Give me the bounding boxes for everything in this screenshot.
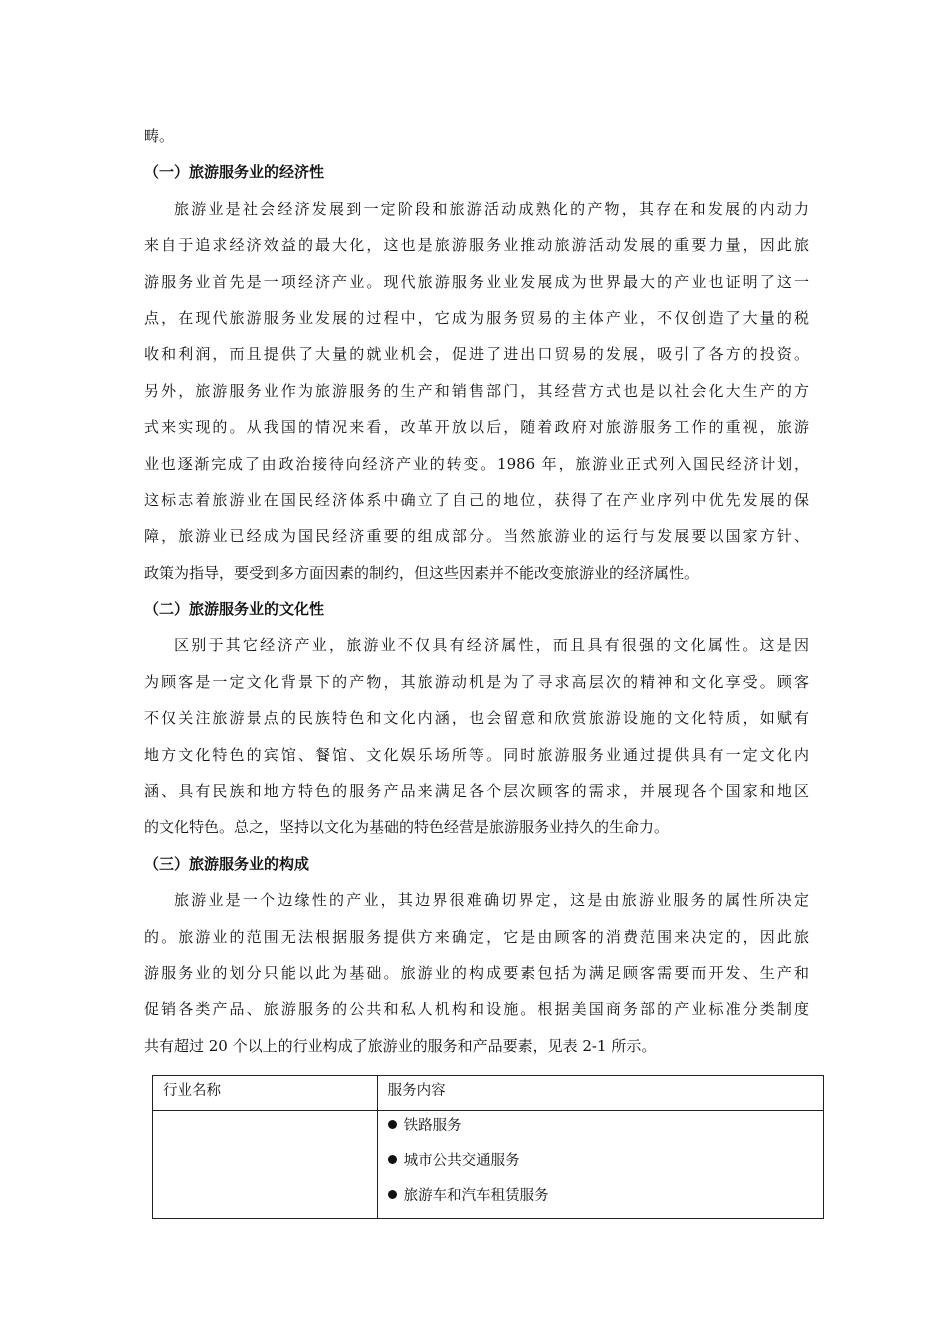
paragraph-line: 游服务业首先是一项经济产业。现代旅游服务业业发展成为世界最大的产业也证明了这一 bbox=[144, 272, 809, 291]
paragraph-line: 的。旅游业的范围无法根据服务提供方来确定，它是由顾客的消费范围来决定的，因此旅 bbox=[144, 927, 809, 946]
list-item-label: 铁路服务 bbox=[403, 1118, 462, 1134]
section-heading-economic: （一）旅游服务业的经济性 bbox=[144, 163, 325, 182]
paragraph-line: 涵、具有民族和地方特色的服务产品来满足各个层次顾客的需求，并展现各个国家和地区 bbox=[144, 782, 809, 801]
paragraph-line: 式来实现的。从我国的情况来看，改革开放以后，随着政府对旅游服务工作的重视，旅游 bbox=[144, 418, 809, 437]
list-item bbox=[388, 1181, 823, 1216]
paragraph-cultural bbox=[144, 627, 809, 845]
industry-table bbox=[152, 1075, 824, 1219]
paragraph-line: 为顾客是一定文化背景下的产物，其旅游动机是为了寻求高层次的精神和文化享受。顾客 bbox=[144, 672, 809, 691]
table-cell-industry bbox=[153, 1111, 378, 1219]
paragraph-line: 业也逐渐完成了由政治接待向经济产业的转变。1986 年，旅游业正式列入国民经济计划， bbox=[144, 454, 809, 473]
table-header-industry: 行业名称 bbox=[153, 1076, 378, 1111]
paragraph-line: 收和利润，而且提供了大量的就业机会，促进了进出口贸易的发展，吸引了各方的投资。 bbox=[144, 345, 809, 364]
paragraph-composition bbox=[144, 882, 809, 1064]
list-item bbox=[388, 1146, 823, 1181]
list-item-label: 旅游车和汽车租赁服务 bbox=[403, 1188, 549, 1204]
table-header-row bbox=[153, 1076, 824, 1111]
paragraph-line: 旅游业是一个边缘性的产业，其边界很难确切界定，这是由旅游业服务的属性所决定 bbox=[174, 891, 809, 910]
section-heading-cultural: （二）旅游服务业的文化性 bbox=[144, 600, 325, 619]
table-row bbox=[153, 1111, 824, 1219]
list-item-label: 城市公共交通服务 bbox=[403, 1153, 520, 1169]
document-page bbox=[144, 118, 809, 1064]
paragraph-line: 地方文化特色的宾馆、餐馆、文化娱乐场所等。同时旅游服务业通过提供具有一定文化内 bbox=[144, 745, 809, 764]
table-header-service: 服务内容 bbox=[377, 1076, 823, 1111]
paragraph-line: 共有超过 20 个以上的行业构成了旅游业的服务和产品要素，见表 2-1 所示。 bbox=[144, 1036, 657, 1055]
paragraph-line: 的文化特色。总之，坚持以文化为基础的特色经营是旅游服务业持久的生命力。 bbox=[144, 818, 670, 837]
list-item bbox=[388, 1111, 823, 1146]
table-cell-services bbox=[377, 1111, 823, 1219]
paragraph-line: 障，旅游业已经成为国民经济重要的组成部分。当然旅游业的运行与发展要以国家方针、 bbox=[144, 527, 809, 546]
paragraph-line: 不仅关注旅游景点的民族特色和文化内涵，也会留意和欣赏旅游设施的文化特质，如赋有 bbox=[144, 709, 809, 728]
paragraph-line: 这标志着旅游业在国民经济体系中确立了自己的地位，获得了在产业序列中优先发展的保 bbox=[144, 490, 809, 509]
paragraph-line: 游服务业的划分只能以此为基础。旅游业的构成要素包括为满足顾客需要而开发、生产和 bbox=[144, 963, 809, 982]
paragraph-line: 来自于追求经济效益的最大化，这也是旅游服务业推动旅游活动发展的重要力量，因此旅 bbox=[144, 236, 809, 255]
section-heading-composition: （三）旅游服务业的构成 bbox=[144, 854, 310, 873]
top-fragment: 畴。 bbox=[144, 127, 175, 145]
bullet-icon bbox=[388, 1190, 397, 1199]
bullet-icon bbox=[388, 1120, 397, 1129]
paragraph-line: 政策为指导，要受到多方面因素的制约，但这些因素并不能改变旅游业的经济属性。 bbox=[144, 563, 700, 582]
paragraph-line: 区别于其它经济产业，旅游业不仅具有经济属性，而且具有很强的文化属性。这是因 bbox=[174, 636, 809, 655]
paragraph-line: 点，在现代旅游服务业发展的过程中，它成为服务贸易的主体产业，不仅创造了大量的税 bbox=[144, 308, 809, 327]
paragraph-line: 旅游业是社会经济发展到一定阶段和旅游活动成熟化的产物，其存在和发展的内动力 bbox=[174, 199, 809, 218]
paragraph-line: 另外，旅游服务业作为旅游服务的生产和销售部门，其经营方式也是以社会化大生产的方 bbox=[144, 381, 809, 400]
paragraph-economic bbox=[144, 191, 809, 591]
bullet-icon bbox=[388, 1155, 397, 1164]
paragraph-line: 促销各类产品、旅游服务的公共和私人机构和设施。根据美国商务部的产业标准分类制度 bbox=[144, 1000, 809, 1019]
